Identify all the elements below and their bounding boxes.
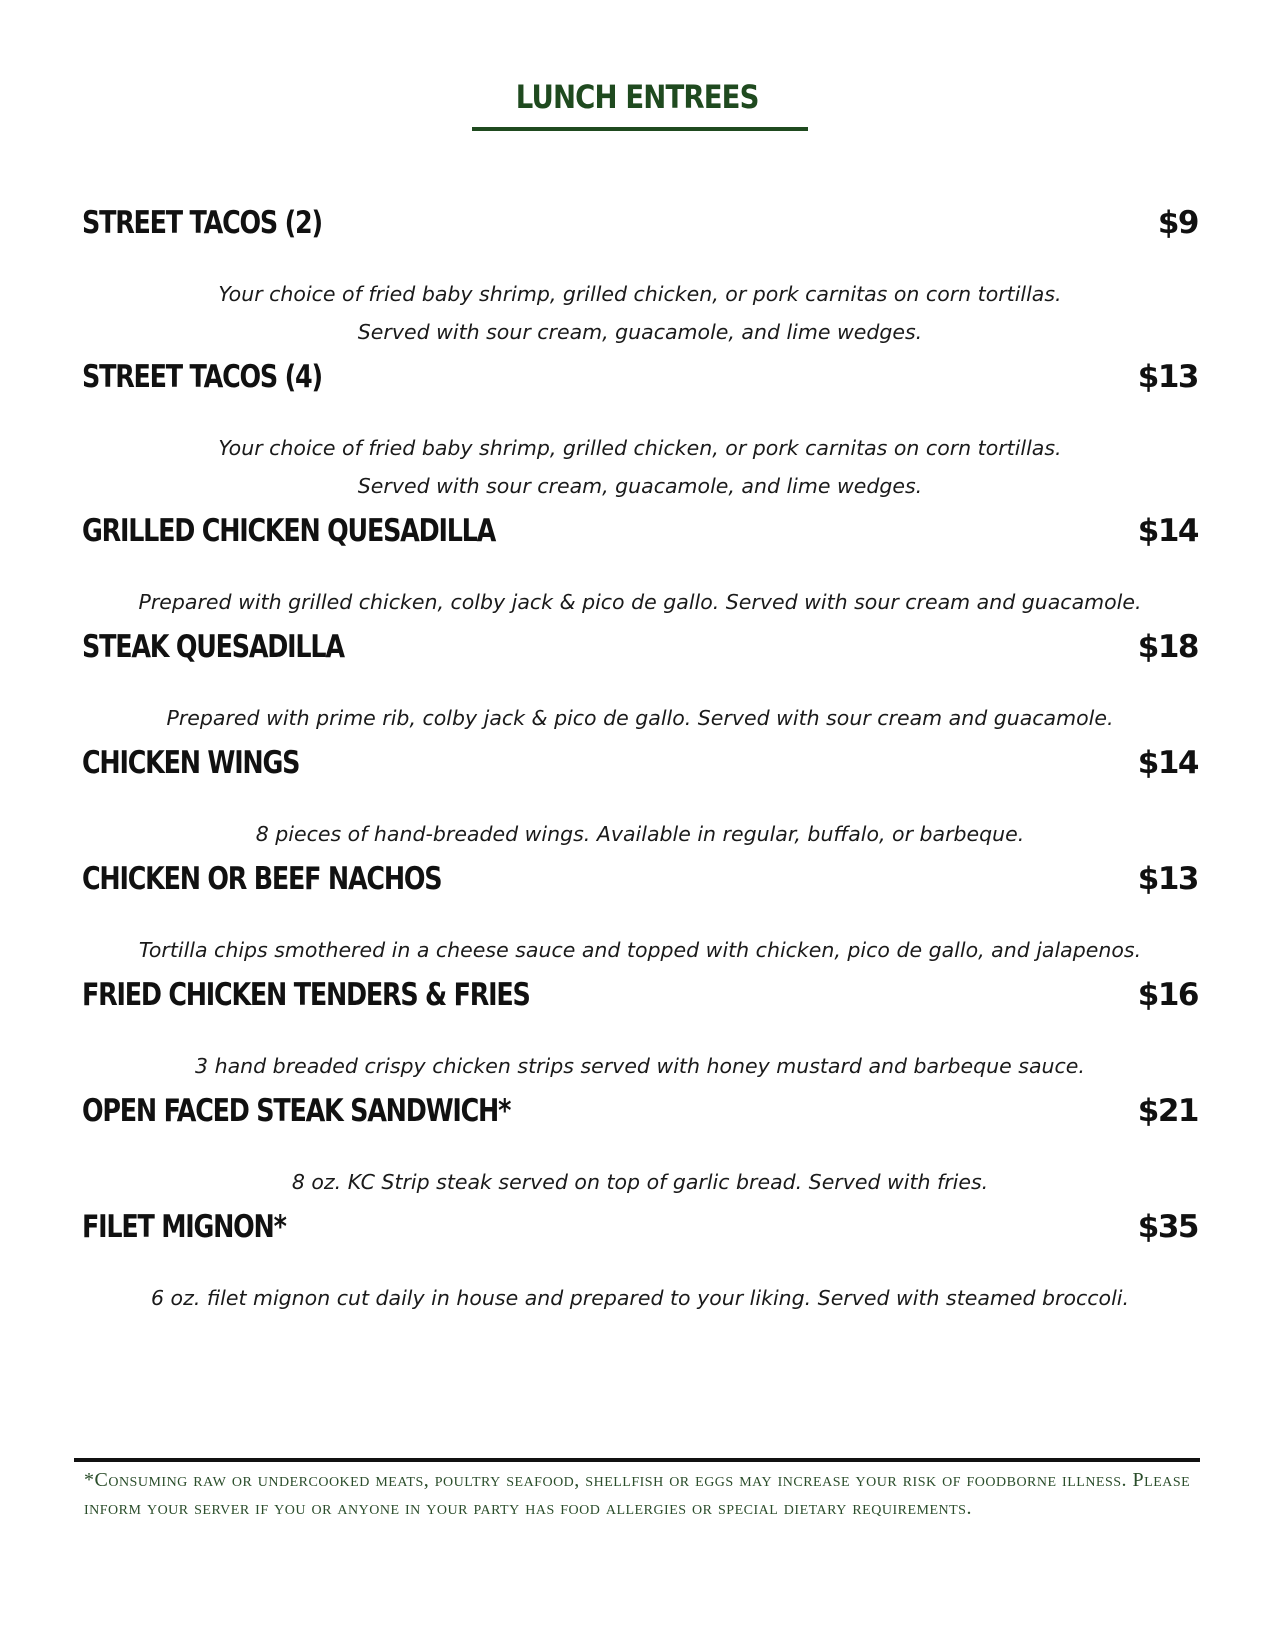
menu-item (82, 745, 1198, 861)
menu-item-price: $18 (1137, 629, 1198, 665)
menu-item-description (82, 1047, 1198, 1085)
menu-item-header (82, 205, 1198, 249)
menu-item-description (82, 275, 1198, 351)
menu-item-price: $14 (1137, 745, 1198, 781)
menu-item-price: $13 (1137, 861, 1198, 897)
menu-item-header (82, 359, 1198, 403)
description-line: 3 hand breaded crispy chicken strips served with honey mustard and barbeque sauce. (195, 1054, 1085, 1078)
description-line: 8 pieces of hand-breaded wings. Available in regular, buffalo, or barbeque. (255, 822, 1025, 846)
menu-item-header (82, 629, 1198, 673)
menu-item-price: $14 (1137, 513, 1198, 549)
menu-list (82, 205, 1198, 1325)
menu-item-price: $35 (1137, 1209, 1198, 1245)
menu-item-name: CHICKEN WINGS (82, 745, 300, 781)
menu-item-description (82, 1163, 1198, 1201)
menu-item-name: OPEN FACED STEAK SANDWICH* (82, 1093, 511, 1129)
menu-item-name: STEAK QUESADILLA (82, 629, 344, 665)
menu-item-price: $13 (1137, 359, 1198, 395)
menu-item-price: $16 (1137, 977, 1198, 1013)
menu-item-description (82, 699, 1198, 737)
menu-item (82, 513, 1198, 629)
menu-item (82, 1209, 1198, 1325)
description-line: 8 oz. KC Strip steak served on top of garlic bread. Served with fries. (291, 1170, 989, 1194)
menu-item-price: $21 (1137, 1093, 1198, 1129)
description-line: Prepared with prime rib, colby jack & pico de gallo. Served with sour cream and guacamole. (166, 706, 1114, 730)
menu-item (82, 359, 1198, 513)
menu-item-header (82, 745, 1198, 789)
menu-item-description (82, 429, 1198, 505)
menu-item-header (82, 977, 1198, 1021)
menu-item-price: $9 (1157, 205, 1198, 241)
footer-disclaimer: *Consuming raw or undercooked meats, poultry seafood, shellfish or eggs may increase your risk of foodborne illness. Please inform your server if you or anyone in your party has food allergies or special dietary requirements. (84, 1469, 1191, 1519)
description-line: Your choice of fried baby shrimp, grilled chicken, or pork carnitas on corn tortillas. (218, 436, 1062, 460)
menu-item-name: STREET TACOS (2) (82, 205, 322, 241)
description-line: Tortilla chips smothered in a cheese sauce and topped with chicken, pico de gallo, and jalapenos. (138, 938, 1142, 962)
description-line: 6 oz. filet mignon cut daily in house and prepared to your liking. Served with steamed broccoli. (151, 1286, 1129, 1310)
description-line: Your choice of fried baby shrimp, grilled chicken, or pork carnitas on corn tortillas. (218, 282, 1062, 306)
menu-item-name: FRIED CHICKEN TENDERS & FRIES (82, 977, 530, 1013)
menu-item-header (82, 1209, 1198, 1253)
menu-item-name: STREET TACOS (4) (82, 359, 322, 395)
menu-item-name: GRILLED CHICKEN QUESADILLA (82, 513, 496, 549)
title-wrap (0, 78, 1275, 116)
description-line: Prepared with grilled chicken, colby jack & pico de gallo. Served with sour cream and guacamole. (138, 590, 1142, 614)
menu-item-description (82, 931, 1198, 969)
menu-item-description (82, 583, 1198, 621)
menu-item (82, 977, 1198, 1093)
menu-item (82, 1093, 1198, 1209)
page-title: LUNCH ENTREES (516, 78, 759, 116)
menu-item-header (82, 513, 1198, 557)
footer-divider (74, 1458, 1200, 1462)
menu-item-header (82, 1093, 1198, 1137)
menu-item (82, 629, 1198, 745)
menu-item-description (82, 1279, 1198, 1317)
menu-item (82, 861, 1198, 977)
menu-item-name: CHICKEN OR BEEF NACHOS (82, 861, 442, 897)
title-underline (472, 127, 808, 131)
menu-item (82, 205, 1198, 359)
description-line: Served with sour cream, guacamole, and lime wedges. (357, 474, 923, 498)
description-line: Served with sour cream, guacamole, and lime wedges. (357, 320, 923, 344)
menu-item-name: FILET MIGNON* (82, 1209, 286, 1245)
menu-item-description (82, 815, 1198, 853)
menu-item-header (82, 861, 1198, 905)
